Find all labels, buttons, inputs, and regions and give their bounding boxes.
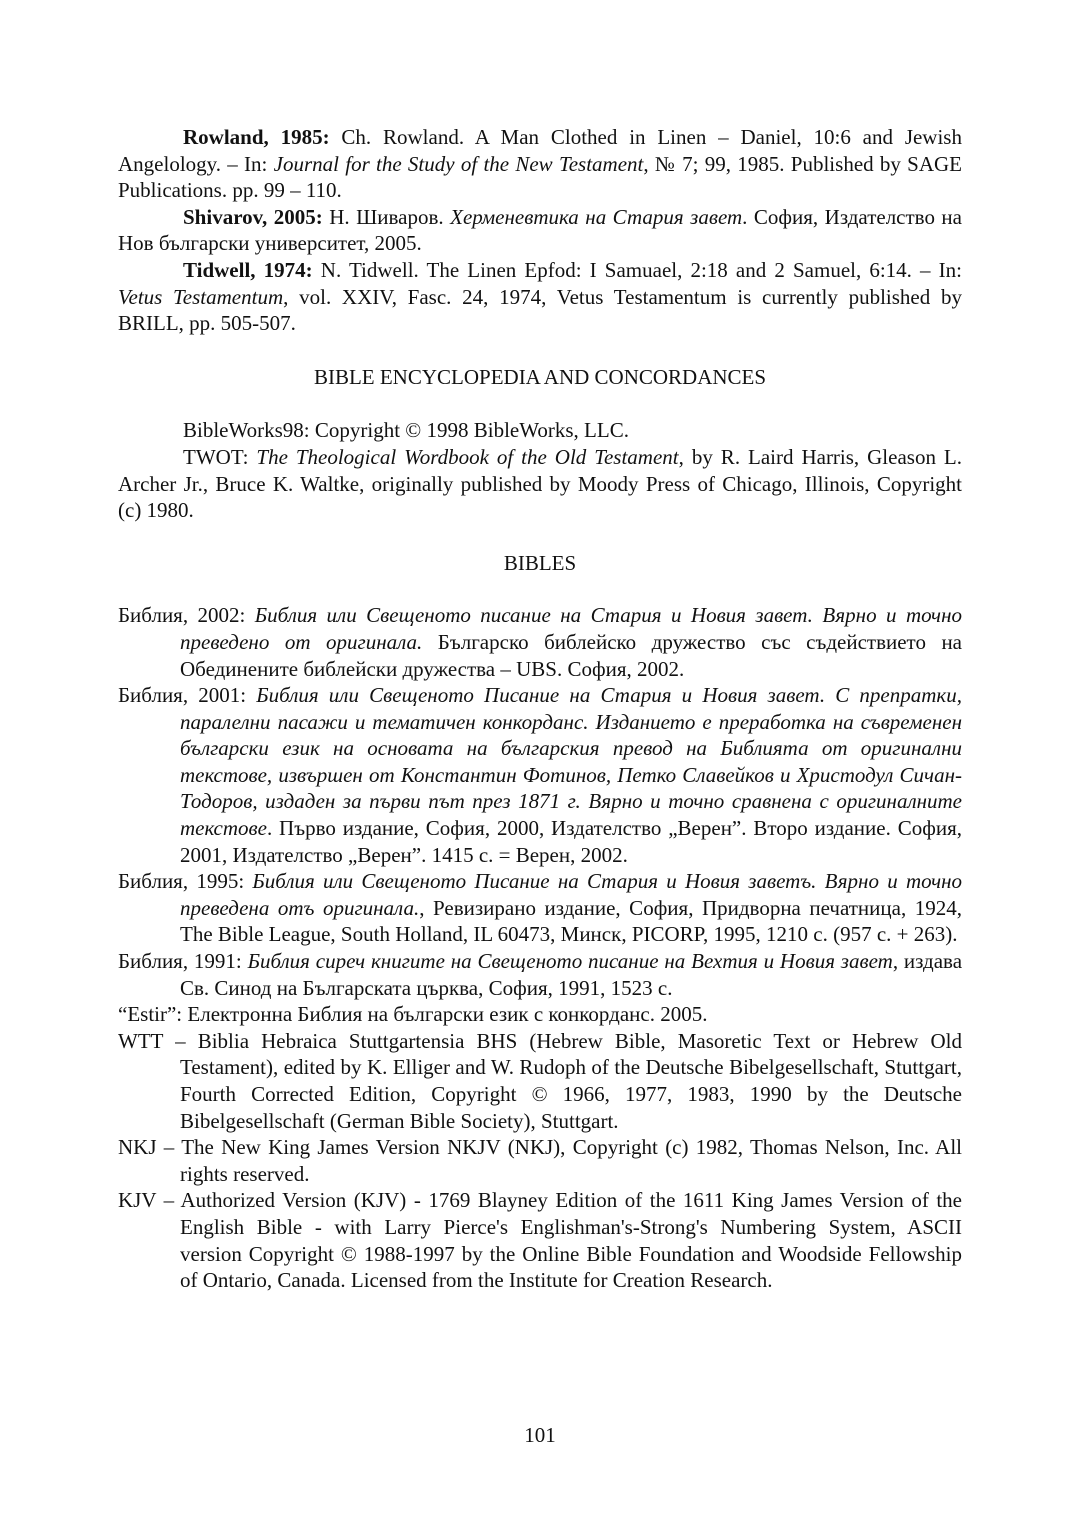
reference-text: N. Tidwell. The Linen Epfod: I Samuael, 2:18 and 2 Samuel, 6:14. – In:: [312, 257, 962, 282]
page-number: 101: [524, 1423, 556, 1447]
reference-text: , № 7; 99, 1985. Published by SAGE Publications. pp. 99 – 110.: [118, 151, 962, 203]
entry-text: Българско библейско дружество със съдействието на Обединените библейски дружества – UBS. София, 2002.: [180, 629, 962, 681]
entry-text: BibleWorks98: Copyright © 1998 BibleWorks, LLC.: [183, 418, 629, 443]
bible-entry: [118, 1134, 962, 1187]
reference-text: , vol. XXIV, Fasc. 24, 1974, Vetus Testamentum is currently published by BRILL, pp. 505-507.: [118, 284, 962, 336]
encyclopedia-entry-twot: [118, 444, 962, 524]
section-heading-bibles: BIBLES: [503, 550, 577, 575]
entry-text: Библия, 2001:: [118, 683, 257, 708]
reference-title: Херменевтика на Стария завет: [450, 204, 743, 229]
entry-text: . Първо издание, София, 2000, Издателство „Верен”. Второ издание. София, 2001, Издателство „Верен”. 1415 с. = Верен, 2002.: [180, 816, 962, 867]
reference-text: Н. Шиваров.: [322, 204, 451, 229]
entry-text: KJV – Authorized Version (KJV) - 1769 Blayney Edition of the 1611 King James Version of the English Bible - with Larry Pierce's Englishman's-Strong's Numbering System, ASCII version Copyright © 1988-1997 by the Online Bible Foundation and Woodside Fellowship of Ontario, Canada. Licensed from the Institute for Creation Research.: [118, 1188, 962, 1293]
entry-text: Библия, 1991:: [118, 949, 248, 974]
reference-shivarov: [118, 204, 962, 257]
bible-entry: [118, 948, 962, 1001]
entry-title: Библия или Свещеното писание на Стария и Новия завет. Вярно и точно преведено от оригинала.: [180, 603, 962, 654]
entry-text: NKJ – The New King James Version NKJV (NKJ), Copyright (c) 1982, Thomas Nelson, Inc. All rights reserved.: [118, 1135, 962, 1186]
reference-rowland: [118, 124, 962, 204]
entry-title: Библия или Свещеното Писание на Стария и Новия завет. С препратки, паралелни пасажи и тематичен конкорданс. Изданието е преработка на съвременен български език на основата на българския превод на Библията от оригинални текстове, извършен от Константин Фотинов, Петко Славейков и Христодул Сичан-Тодоров, издаден за първи път през 1871 г. Вярно и точно сравнена с оригиналните текстове: [180, 683, 962, 841]
reference-key: Shivarov, 2005:: [183, 204, 323, 229]
section-heading-encyclopedia: BIBLE ENCYCLOPEDIA AND CONCORDANCES: [313, 364, 767, 389]
bible-entry: [118, 1028, 962, 1134]
bible-entry: [118, 682, 962, 868]
bible-entry: [118, 1187, 962, 1293]
entry-text: , Ревизирано издание, София, Придворна печатница, 1924, The Bible League, South Holland, IL 60473, Минск, PICORP, 1995, 1210 с. (957 с. + 263).: [180, 895, 962, 947]
reference-text: . София, Издателство на Нов български университет, 2005.: [118, 204, 962, 256]
entry-text: Библия, 1995:: [118, 869, 253, 894]
entry-text: , by R. Laird Harris, Gleason L. Archer Jr., Bruce K. Waltke, originally published by Moody Press of Chicago, Illinois, Copyright (c) 1980.: [118, 444, 962, 523]
bible-entry: [118, 868, 962, 948]
entry-text: WTT – Biblia Hebraica Stuttgartensia BHS (Hebrew Bible, Masoretic Text or Hebrew Old Testament), edited by K. Elliger and W. Rudoph of the Deutsche Bibelgesellschaft, Stuttgart, Fourth Corrected Edition, Copyright © 1966, 1977, 1983, 1990 by the Deutsche Bibelgesellschaft (German Bible Society), Stuttgart.: [118, 1028, 962, 1133]
entry-title: Библия или Свещеното Писание на Стария и Новия заветъ. Вярно и точно преведена отъ оригинала.: [180, 869, 963, 920]
reference-key: Rowland, 1985:: [183, 125, 330, 149]
encyclopedia-entry-bibleworks: [118, 417, 962, 444]
reference-key: Tidwell, 1974:: [183, 257, 313, 282]
entry-title: Библия сиреч книгите на Свещеното писание на Вехтия и Новия завет: [247, 949, 893, 974]
reference-title: Vetus Testamentum: [118, 284, 284, 309]
reference-tidwell: [118, 257, 962, 337]
entry-text: , издава Св. Синод на Българската църква, София, 1991, 1523 с.: [180, 949, 963, 1000]
reference-title: Journal for the Study of the New Testament: [273, 151, 644, 176]
entry-text: TWOT:: [183, 444, 257, 469]
bible-entry: [118, 602, 962, 682]
entry-text: “Estir”: Електронна Библия на български език с конкорданс. 2005.: [118, 1002, 708, 1027]
reference-text: Ch. Rowland. A Man Clothed in Linen – Daniel, 10:6 and Jewish Angelology. – In:: [118, 125, 962, 176]
bible-entry: [118, 1001, 962, 1028]
entry-title: The Theological Wordbook of the Old Testament: [256, 444, 679, 469]
page-body: [118, 124, 962, 1294]
entry-text: Библия, 2002:: [118, 603, 255, 628]
